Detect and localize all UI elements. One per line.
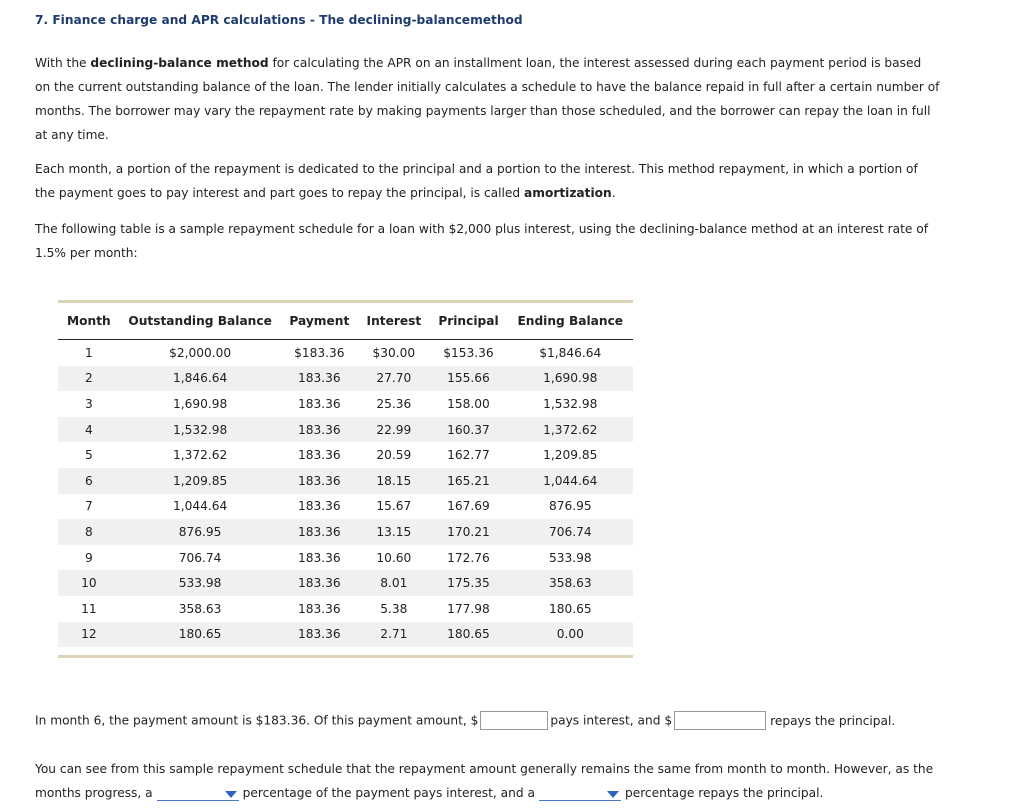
cell-month: 9 [85,550,93,565]
cell-outstanding-balance: 1,209.85 [120,468,281,494]
cell-principal: 180.65 [429,622,507,648]
cell-interest: 8.01 [358,570,429,596]
cell-interest: 2.71 [358,622,429,648]
cell-principal: 175.35 [429,570,507,596]
cell-outstanding-balance: 1,846.64 [120,366,281,392]
cell-payment: 183.36 [280,622,358,648]
table-row [58,366,633,392]
cell-principal: 160.37 [429,417,507,443]
table-row [58,468,633,494]
cell-payment: 183.36 [298,396,341,411]
header-principal: Principal [429,303,507,340]
cell-ending-balance: 1,690.98 [508,366,633,392]
cell-principal: $153.36 [443,345,494,360]
header-ending-balance: Ending Balance [508,303,633,340]
amort-text-c: . [611,186,616,200]
cell-payment: 183.36 [298,499,341,514]
table-row [58,570,633,596]
cell-interest: $30.00 [372,345,416,360]
conclusion-paragraph [35,757,940,805]
cell-interest: 5.38 [380,601,408,616]
principal-amount-input[interactable] [674,711,766,730]
cell-principal: 167.69 [447,499,490,514]
cell-principal: 170.21 [429,519,507,545]
intro-term: declining-balance method [90,56,269,70]
repayment-table [58,303,633,647]
cell-ending-balance: 706.74 [508,519,633,545]
conclusion-text-c: percentage repays the principal. [624,786,824,800]
cell-ending-balance: 0.00 [508,622,633,648]
cell-month: 8 [58,519,120,545]
cell-ending-balance: $1,846.64 [539,345,602,360]
table-row [58,596,633,622]
chevron-down-icon [607,791,619,798]
cell-payment: 183.36 [280,570,358,596]
table-row [58,545,633,571]
interest-percentage-dropdown[interactable] [157,786,239,801]
cell-principal: 162.77 [447,448,490,463]
cell-outstanding-balance: 1,690.98 [172,396,228,411]
cell-month: 5 [85,448,93,463]
header-month: Month [58,303,120,340]
repayment-schedule [58,300,633,658]
cell-ending-balance: 358.63 [508,570,633,596]
header-outstanding-balance: Outstanding Balance [120,303,281,340]
cell-outstanding-balance: 876.95 [120,519,281,545]
cell-ending-balance: 1,532.98 [543,396,598,411]
table-header-row [58,303,633,340]
conclusion-text-a: You can see from this sample repayment schedule that the repayment amount generally remains the same from month to month. However, as the months progress, a [35,762,934,800]
cell-payment: 183.36 [298,448,341,463]
cell-interest: 22.99 [358,417,429,443]
cell-month: 2 [58,366,120,392]
cell-principal: 172.76 [447,550,490,565]
question-text-before: In month 6, the payment amount is $183.36. Of this payment amount, $ [35,713,479,728]
table-row [58,519,633,545]
cell-interest: 20.59 [376,448,412,463]
cell-outstanding-balance: 180.65 [120,622,281,648]
cell-payment: 183.36 [280,468,358,494]
question-title: 7. Finance charge and APR calculations - The declining-balancemethod [35,13,523,27]
table-row [58,417,633,443]
cell-outstanding-balance: 706.74 [178,550,222,565]
cell-ending-balance: 1,044.64 [508,468,633,494]
cell-ending-balance: 533.98 [548,550,592,565]
cell-outstanding-balance: 1,532.98 [120,417,281,443]
cell-month: 4 [58,417,120,443]
cell-interest: 25.36 [376,396,412,411]
table-bottom-rule [58,655,633,658]
cell-month: 6 [58,468,120,494]
table-row [58,442,633,468]
intro-text-c: for calculating the APR on an installment loan, the interest assessed during each payment period is based on the current outstanding balance of the loan. The lender initially calculates a schedule to have the balance repaid in full after a certain number of months. The borrower may vary the repayment rate by making payments larger than those scheduled, and the borrower can repay the loan in full at any time. [35,56,940,142]
cell-month: 11 [81,601,97,616]
cell-ending-balance: 180.65 [548,601,592,616]
conclusion-text-b: percentage of the payment pays interest, and a [242,786,535,800]
cell-interest: 27.70 [358,366,429,392]
cell-payment: 183.36 [280,519,358,545]
cell-payment: $183.36 [294,345,345,360]
cell-principal: 155.66 [429,366,507,392]
cell-month: 3 [85,396,93,411]
cell-month: 7 [85,499,93,514]
table-intro-paragraph: The following table is a sample repayment schedule for a loan with $2,000 plus interest, using the declining-balance method at an interest rate of 1.5% per month: [35,222,929,260]
cell-payment: 183.36 [298,550,341,565]
cell-principal: 177.98 [447,601,490,616]
header-payment: Payment [280,303,358,340]
cell-ending-balance: 1,372.62 [508,417,633,443]
cell-interest: 15.67 [376,499,412,514]
cell-principal: 158.00 [447,396,490,411]
amortization-paragraph [35,157,940,205]
cell-payment: 183.36 [298,601,341,616]
cell-outstanding-balance: 358.63 [178,601,222,616]
cell-outstanding-balance: 1,372.62 [172,448,228,463]
cell-month: 1 [85,345,93,360]
interest-amount-input[interactable] [480,711,548,730]
cell-interest: 10.60 [376,550,412,565]
table-row [58,622,633,648]
table-row [58,494,633,520]
intro-paragraph [35,51,940,147]
cell-outstanding-balance: 1,044.64 [172,499,228,514]
cell-outstanding-balance: $2,000.00 [169,345,232,360]
cell-month: 10 [58,570,120,596]
question-text-middle: pays interest, and $ [550,713,673,728]
question-text-after: repays the principal. [770,713,896,728]
cell-principal: 165.21 [429,468,507,494]
intro-text-a: With the [35,56,91,70]
cell-month: 12 [58,622,120,648]
chevron-down-icon [225,791,237,798]
cell-interest: 18.15 [358,468,429,494]
amort-text-a: Each month, a portion of the repayment is dedicated to the principal and a portion to the interest. This method repayment, in which a portion of the payment goes to pay interest and part goes to repay the principal, is called [35,162,918,200]
header-interest: Interest [358,303,429,340]
amort-term: amortization [524,186,612,200]
cell-payment: 183.36 [280,417,358,443]
question-month6 [35,709,895,732]
cell-interest: 13.15 [358,519,429,545]
table-row [58,340,633,366]
cell-outstanding-balance: 533.98 [120,570,281,596]
principal-percentage-dropdown[interactable] [539,786,621,801]
cell-ending-balance: 1,209.85 [543,448,598,463]
cell-payment: 183.36 [280,366,358,392]
cell-ending-balance: 876.95 [548,499,592,514]
table-row [58,391,633,417]
